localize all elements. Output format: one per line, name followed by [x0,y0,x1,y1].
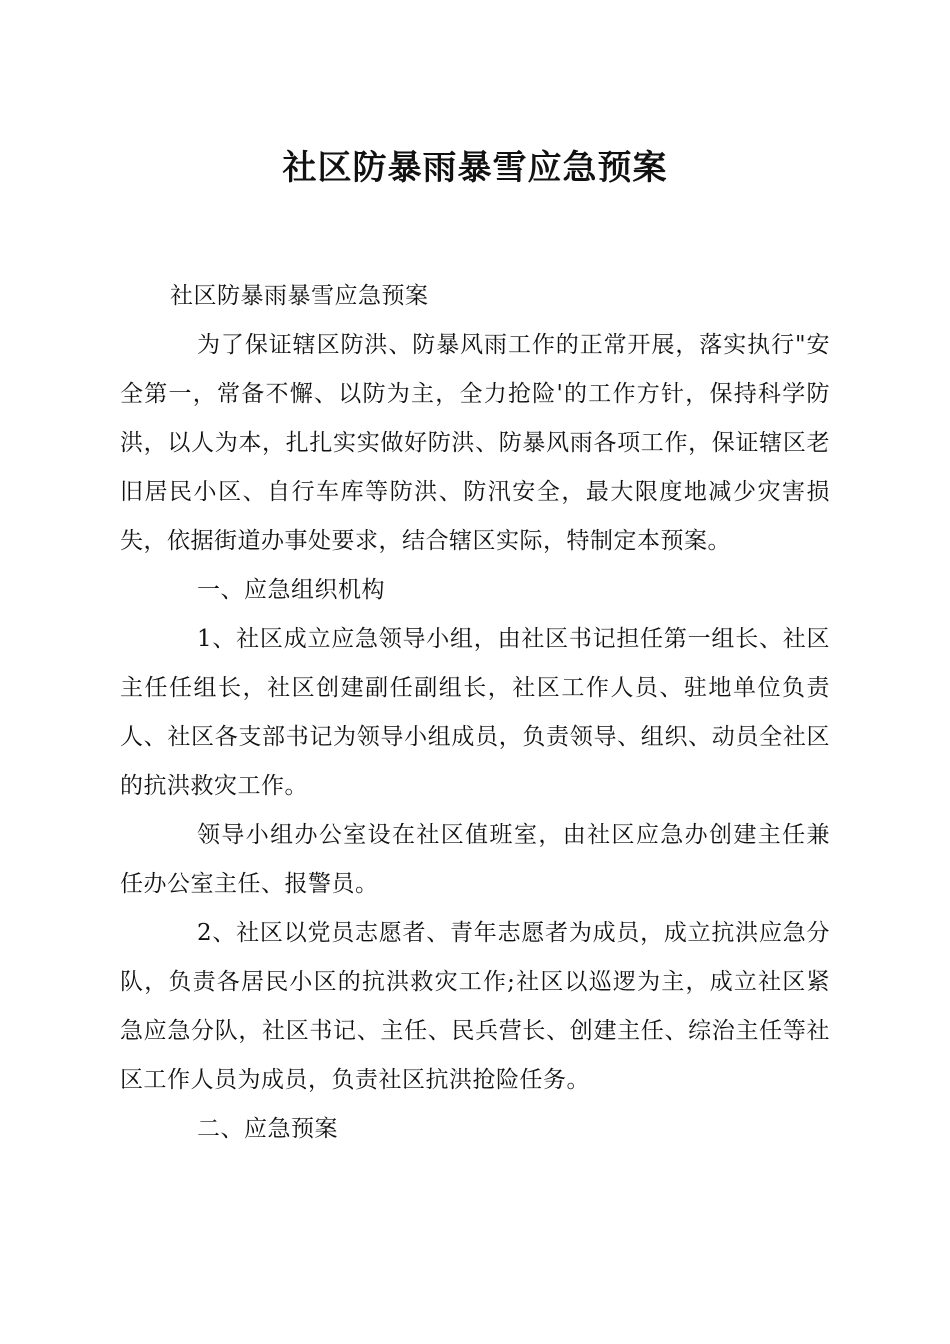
paragraph-emergency-teams: 2、社区以党员志愿者、青年志愿者为成员，成立抗洪应急分队，负责各居民小区的抗洪救灾工作;社区以巡逻为主，成立社区紧急应急分队，社区书记、主任、民兵营长、创建主任、综治主任等社区工作人员为成员，负责社区抗洪抢险任务。 [120,920,830,1093]
section-heading-plan: 二、应急预案 [197,1116,338,1142]
paragraph-intro: 为了保证辖区防洪、防暴风雨工作的正常开展，落实执行"安全第一，常备不懈、以防为主，全力抢险'的工作方针，保持科学防洪，以人为本，扎扎实实做好防洪、防暴风雨各项工作，保证辖区老旧居民小区、自行车库等防洪、防汛安全，最大限度地减少灾害损失，依据街道办事处要求，结合辖区实际，特制定本预案。 [120,332,830,554]
document-body [120,272,830,1154]
paragraph-office: 领导小组办公室设在社区值班室，由社区应急办创建主任兼任办公室主任、报警员。 [120,822,830,897]
document-title: 社区防暴雨暴雪应急预案 [282,148,668,188]
paragraph-leadership-group: 1、社区成立应急领导小组，由社区书记担任第一组长、社区主任任组长，社区创建副任副组长，社区工作人员、驻地单位负责人、社区各支部书记为领导小组成员，负责领导、组织、动员全社区的抗洪救灾工作。 [120,626,830,799]
document-subtitle: 社区防暴雨暴雪应急预案 [170,283,429,309]
section-heading-organization: 一、应急组织机构 [197,577,385,603]
